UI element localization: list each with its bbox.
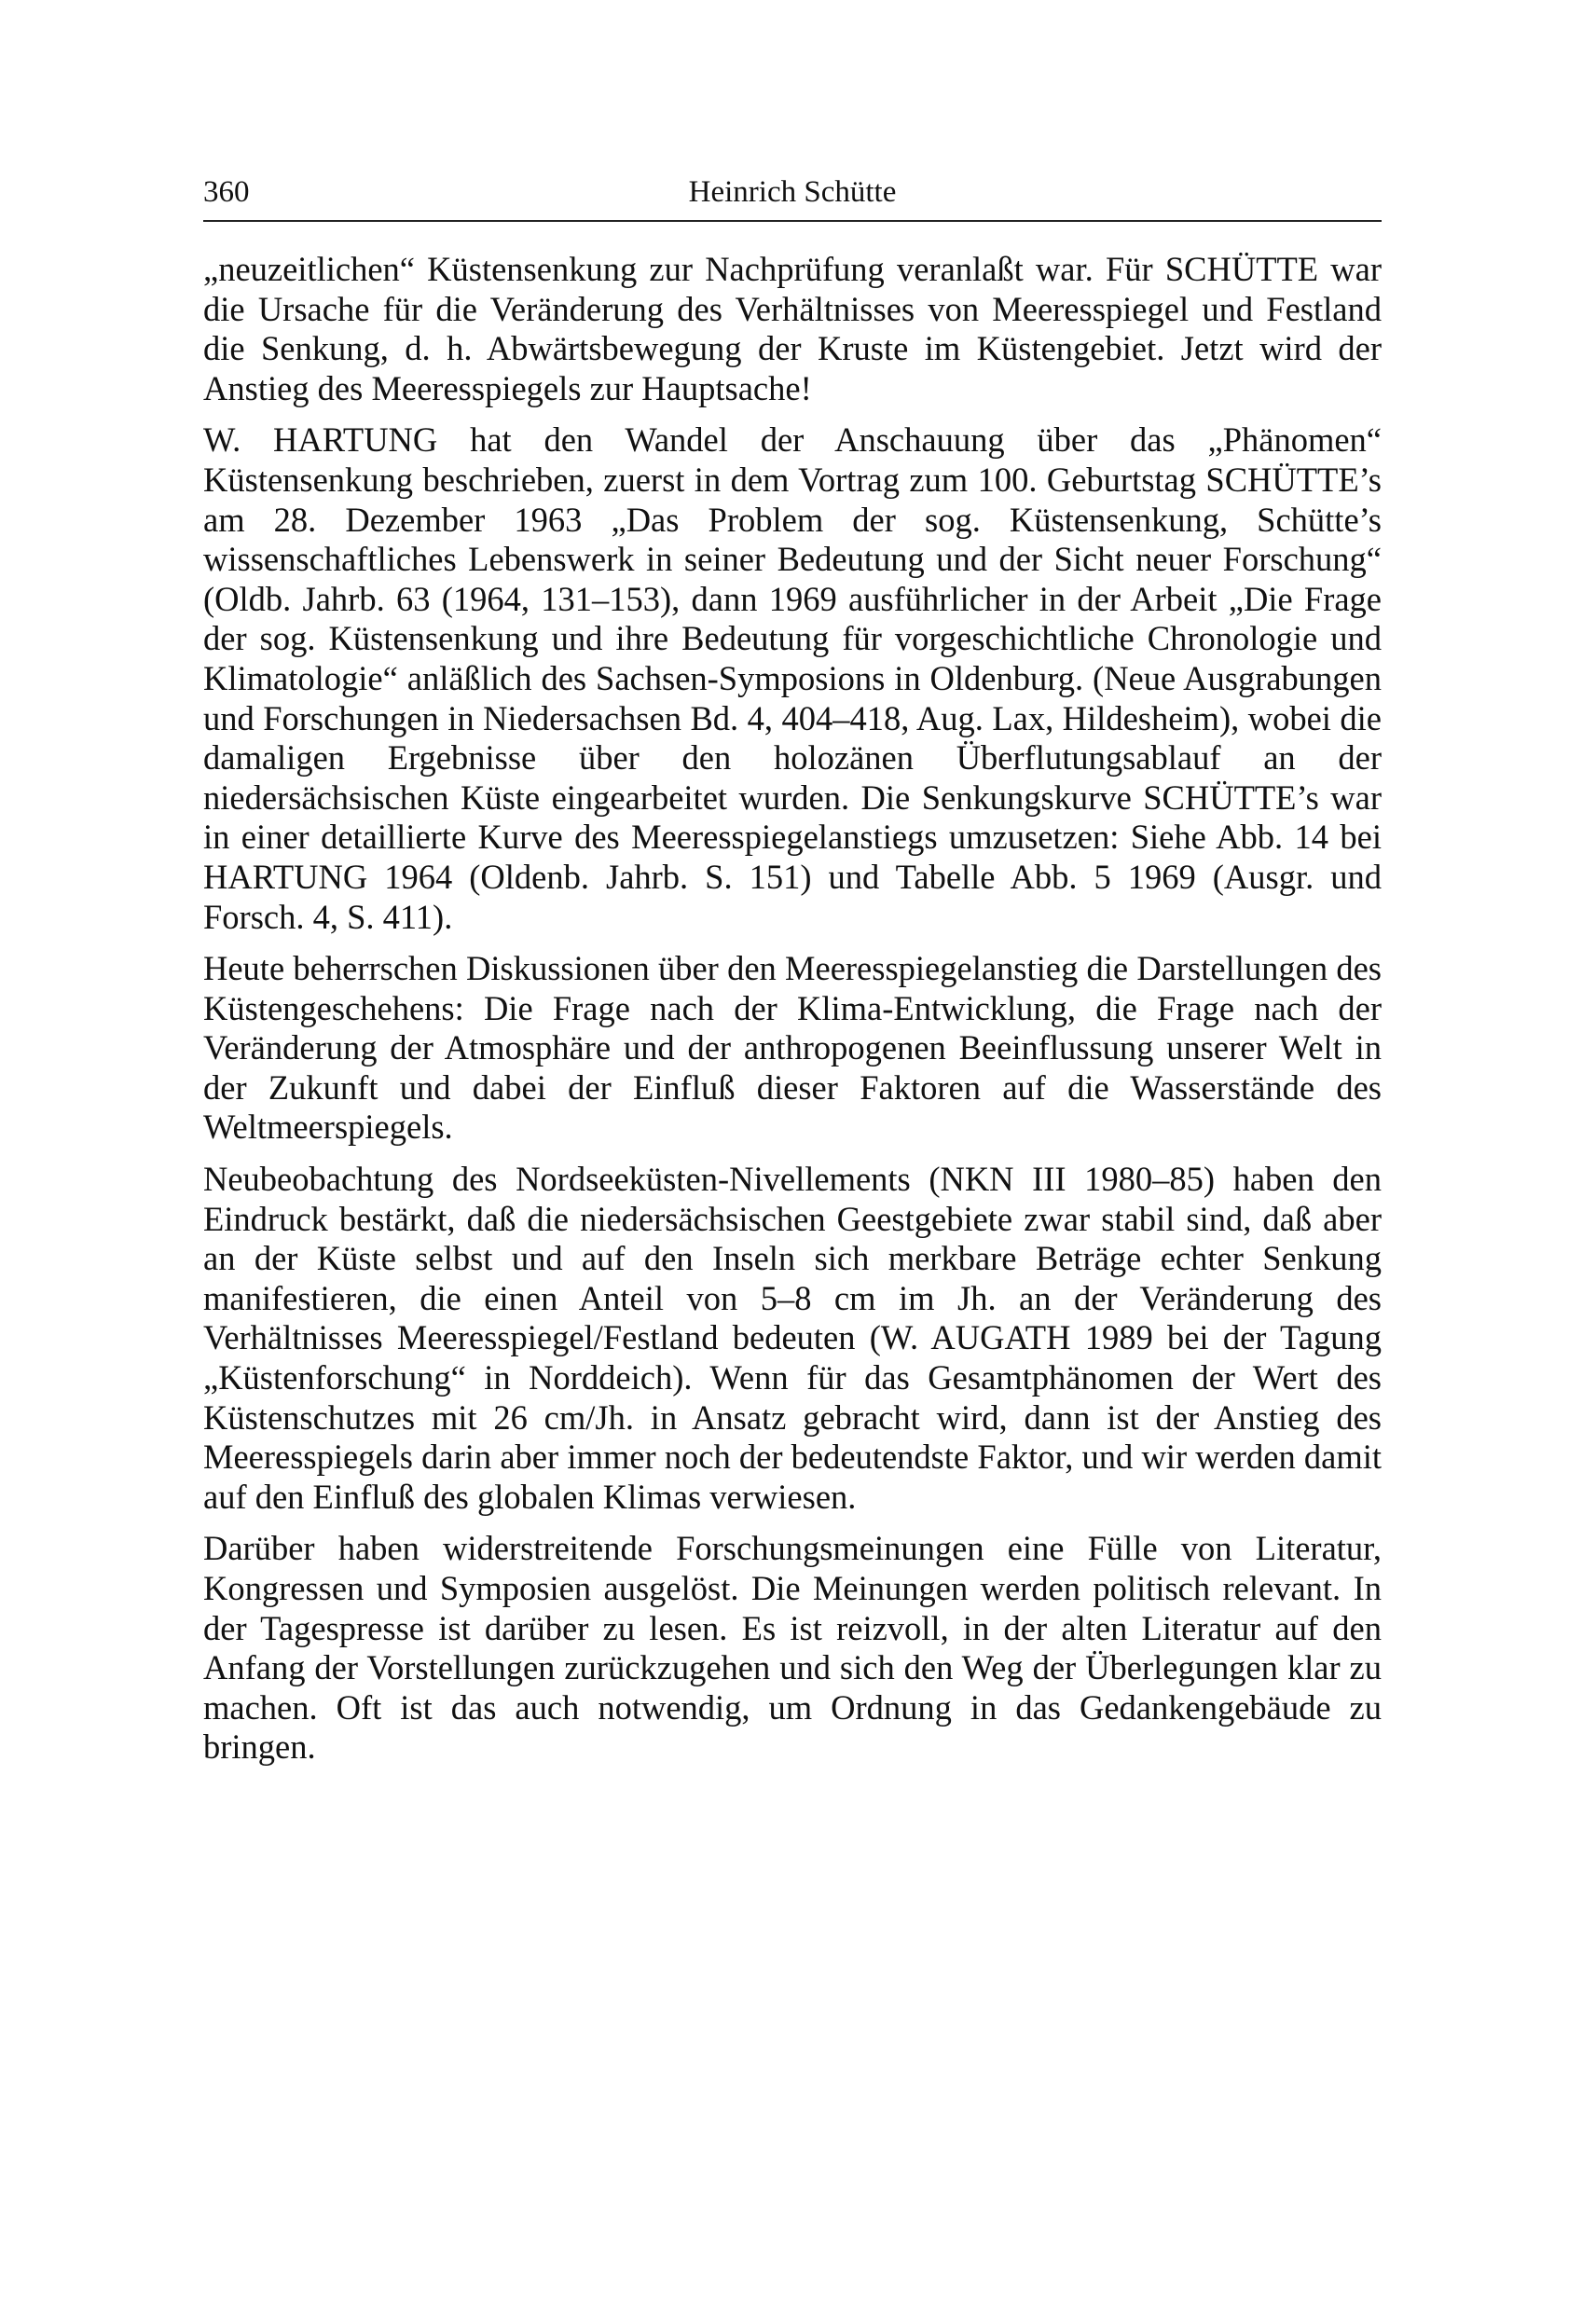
paragraph-3: Heute beherrschen Diskussionen über den Meeresspiegelanstieg die Darstellungen des Küstengeschehens: Die Frage nach der Klima-Entwicklung, die Frage nach der Veränderung der Atmosphäre und der anthropogenen Beeinflussung unserer Welt in der Zukunft und dabei der Einfluß dieser Faktoren auf die Wasserstände des Weltmeerspiegels. <box>203 949 1382 1147</box>
paragraph-2: W. HARTUNG hat den Wandel der Anschauung über das „Phänomen“ Küstensenkung beschrieben, zuerst in dem Vortrag zum 100. Geburtstag SCHÜTTE’s am 28. Dezember 1963 „Das Problem der sog. Küstensenkung, Schütte’s wissenschaftliches Lebenswerk in seiner Bedeutung und der Sicht neuer Forschung“ (Oldb. Jahrb. 63 (1964, 131–153), dann 1969 ausführlicher in der Arbeit „Die Frage der sog. Küstensenkung und ihre Bedeutung für vorgeschichtliche Chronologie und Klimatologie“ anläßlich des Sachsen-Symposions in Oldenburg. (Neue Ausgrabungen und Forschungen in Niedersachsen Bd. 4, 404–418, Aug. Lax, Hildesheim), wobei die damaligen Ergebnisse über den holozänen Überflutungsablauf an der niedersächsischen Küste eingearbeitet wurden. Die Senkungskurve SCHÜTTE’s war in einer detaillierte Kurve des Meeresspiegelanstiegs umzusetzen: Siehe Abb. 14 bei HARTUNG 1964 (Oldenb. Jahrb. S. 151) und Tabelle Abb. 5 1969 (Ausgr. und Forsch. 4, S. 411). <box>203 420 1382 936</box>
paragraph-4: Neubeobachtung des Nordseeküsten-Nivellements (NKN III 1980–85) haben den Eindruck bestärkt, daß die niedersächsischen Geestgebiete zwar stabil sind, daß aber an der Küste selbst und auf den Inseln sich merkbare Beträge echter Senkung manifestieren, die einen Anteil von 5–8 cm im Jh. an der Veränderung des Verhältnisses Meeresspiegel/Festland bedeuten (W. AUGATH 1989 bei der Tagung „Küstenforschung“ in Norddeich). Wenn für das Gesamtphänomen der Wert des Küstenschutzes mit 26 cm/Jh. in Ansatz gebracht wird, dann ist der Anstieg des Meeresspiegels darin aber immer noch der bedeutendste Faktor, und wir werden damit auf den Einfluß des globalen Klimas verwiesen. <box>203 1160 1382 1516</box>
body-text <box>203 250 1382 1780</box>
paragraph-1: „neuzeitlichen“ Küstensenkung zur Nachprüfung veranlaßt war. Für SCHÜTTE war die Ursache für die Veränderung des Verhältnisses von Meeresspiegel und Festland die Senkung, d. h. Abwärtsbewegung der Kruste im Küstengebiet. Jetzt wird der Anstieg des Meeresspiegels zur Hauptsache! <box>203 250 1382 407</box>
running-head: Heinrich Schütte <box>688 175 897 209</box>
header-rule <box>203 220 1382 222</box>
page-number: 360 <box>203 175 250 209</box>
paragraph-5: Darüber haben widerstreitende Forschungsmeinungen eine Fülle von Literatur, Kongressen und Symposien ausgelöst. Die Meinungen werden politisch relevant. In der Tagespresse ist darüber zu lesen. Es ist reizvoll, in der alten Literatur auf den Anfang der Vorstellungen zurückzugehen und sich den Weg der Überlegungen klar zu machen. Oft ist das auch notwendig, um Ordnung in das Gedankengebäude zu bringen. <box>203 1529 1382 1767</box>
page-header <box>203 168 1382 216</box>
